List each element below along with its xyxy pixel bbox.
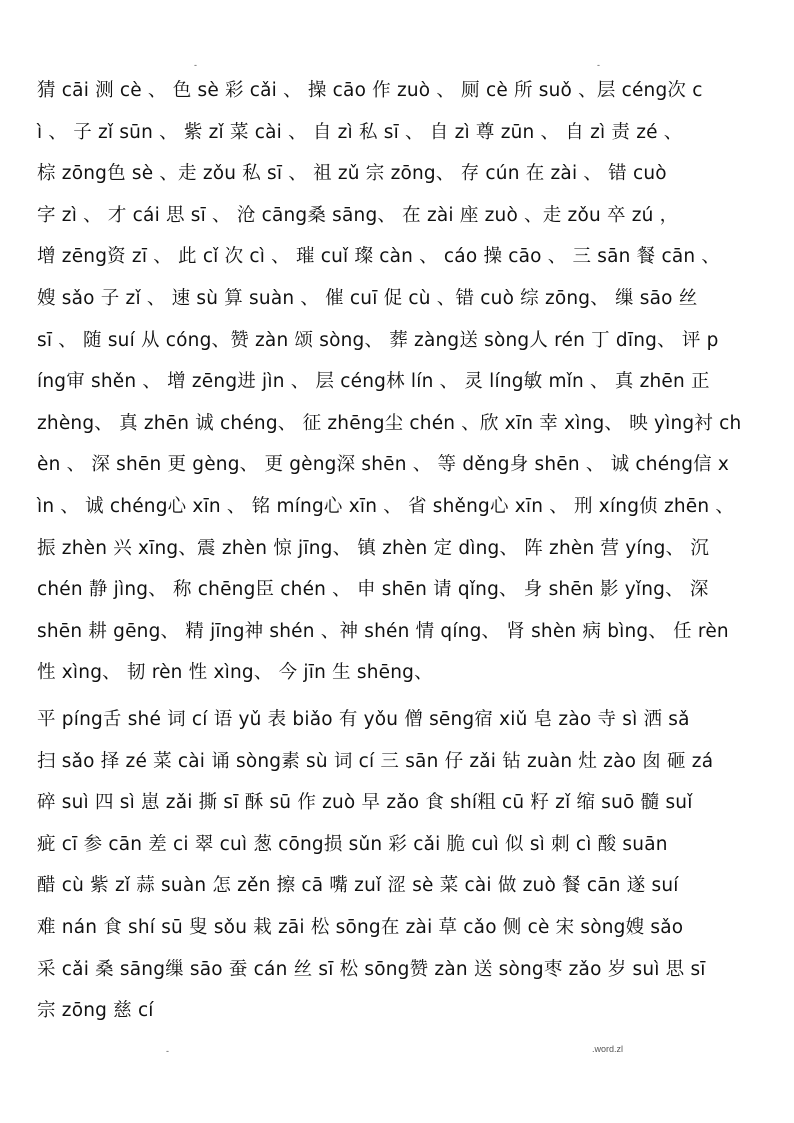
- text-line: 扫 sǎo 择 zé 菜 cài 诵 sòng素 sù 词 cí 三 sān 仔 zǎi 钻 zuàn 灶 zào 囱 砸 zá: [37, 750, 714, 772]
- text-line: 嫂 sǎo 子 zǐ 、 速 sù 算 suàn 、 催 cuī 促 cù 、错 cuò 综 zōng、 缫 sāo 丝: [37, 287, 698, 309]
- text-line: 猜 cāi 测 cè 、 色 sè 彩 cǎi 、 操 cāo 作 zuò 、 厕 cè 所 suǒ 、层 céng次 c: [37, 80, 703, 101]
- text-line: èn 、 深 shēn 更 gèng、 更 gèng深 shēn 、 等 děng身 shēn 、 诚 chéng信 x: [37, 454, 730, 476]
- text-line: 性 xìng、 韧 rèn 性 xìng、 今 jīn 生 shēng、: [37, 662, 433, 684]
- text-line: 碎 suì 四 sì 崽 zǎi 撕 sī 酥 sū 作 zuò 早 zǎo 食 shí粗 cū 籽 zǐ 缩 suō 髓 suǐ: [37, 792, 693, 814]
- text-line: 宗 zōng 慈 cí: [37, 1000, 154, 1022]
- pinyin-paragraph-1: [37, 70, 779, 694]
- text-line: 平 píng舌 shé 词 cí 语 yǔ 表 biǎo 有 yǒu 僧 sēng宿 xiǔ 皂 zào 寺 sì 洒 sǎ: [37, 709, 690, 730]
- text-line: sī 、 随 suí 从 cóng、赞 zàn 颂 sòng、 葬 zàng送 sòng人 rén 丁 dīng、 评 p: [37, 329, 719, 351]
- text-line: zhèng、 真 zhēn 诚 chéng、 征 zhēng尘 chén 、欣 xīn 幸 xìng、 映 yìng衬 ch: [37, 412, 742, 434]
- page-mark-top-left: -: [194, 60, 197, 70]
- text-line: ìn 、 诚 chéng心 xīn 、 铭 míng心 xīn 、 省 shěng心 xīn 、 刑 xíng侦 zhēn 、: [37, 495, 735, 517]
- page-footer-source: .word.zl: [592, 1044, 624, 1054]
- page-mark-top-right: -: [597, 60, 600, 70]
- text-line: shēn 耕 gēng、 精 jīng神 shén 、神 shén 情 qíng、 肾 shèn 病 bìng、 任 rèn: [37, 620, 729, 642]
- text-line: 棕 zōng色 sè 、走 zǒu 私 sī 、 祖 zǔ 宗 zōng、 存 cún 在 zài 、 错 cuò: [37, 163, 667, 185]
- text-line: 采 cǎi 桑 sāng缫 sāo 蚕 cán 丝 sī 松 sōng赞 zàn 送 sòng枣 zǎo 岁 suì 思 sī: [37, 958, 706, 980]
- text-line: ì 、 子 zǐ sūn 、 紫 zǐ 菜 cài 、 自 zì 私 sī 、 自 zì 尊 zūn 、 自 zì 责 zé 、: [37, 121, 683, 143]
- text-line: chén 静 jìng、 称 chēng臣 chén 、 申 shēn 请 qǐng、 身 shēn 影 yǐng、 深: [37, 579, 709, 601]
- pinyin-paragraph-2: [37, 699, 779, 1032]
- page-mark-bottom-left: -: [166, 1046, 169, 1056]
- text-line: íng审 shěn 、 增 zēng进 jìn 、 层 céng林 lín 、 灵 líng敏 mǐn 、 真 zhēn 正: [37, 371, 710, 393]
- text-line: 醋 cù 紫 zǐ 蒜 suàn 怎 zěn 擦 cā 嘴 zuǐ 涩 sè 菜 cài 做 zuò 餐 cān 遂 suí: [37, 875, 679, 897]
- text-line: 难 nán 食 shí sū 叟 sǒu 栽 zāi 松 sōng在 zài 草 cǎo 侧 cè 宋 sòng嫂 sǎo: [37, 916, 684, 938]
- text-line: 字 zì 、 才 cái 思 sī 、 沧 cāng桑 sāng、 在 zài 座 zuò 、走 zǒu 卒 zú ，: [37, 204, 679, 226]
- text-line: 增 zēng资 zī 、 此 cǐ 次 cì 、 璀 cuǐ 璨 càn 、 cáo 操 cāo 、 三 sān 餐 cān 、: [37, 246, 721, 268]
- text-line: 疵 cī 参 cān 差 ci 翠 cuì 葱 cōng损 sǔn 彩 cǎi 脆 cuì 似 sì 刺 cì 酸 suān: [37, 833, 668, 855]
- text-line: 振 zhèn 兴 xīng、震 zhèn 惊 jīng、 镇 zhèn 定 dìng、 阵 zhèn 营 yíng、 沉: [37, 537, 710, 559]
